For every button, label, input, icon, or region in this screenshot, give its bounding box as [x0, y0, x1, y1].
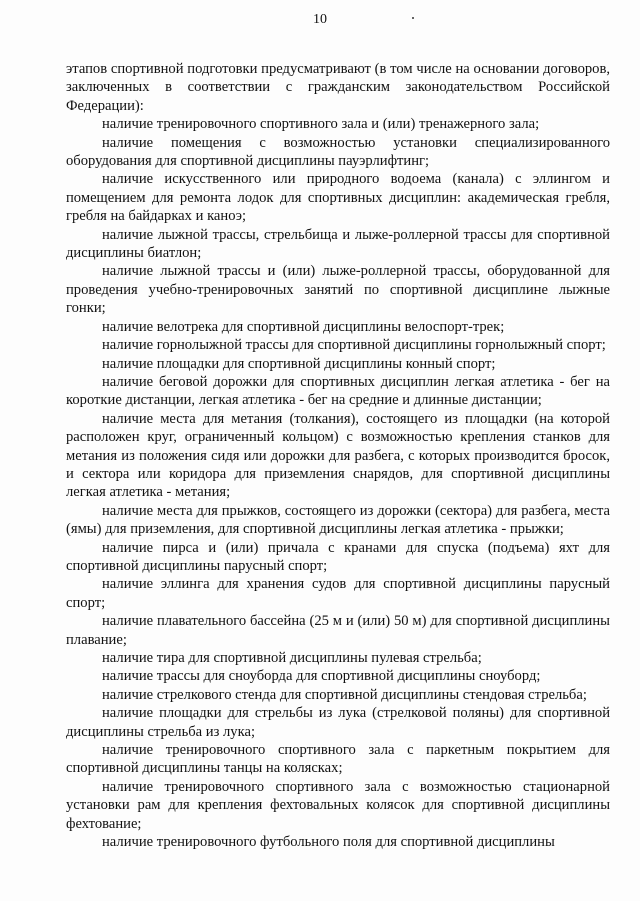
paragraph: наличие тренировочного футбольного поля для спортивной дисциплины [102, 834, 555, 851]
paragraph: наличие пирса и (или) причала с кранами для спуска (подъема) яхт для спортивной дисциплины парусный спорт; [66, 539, 610, 574]
paragraph: наличие трассы для сноуборда для спортивной дисциплины сноуборд; [102, 668, 541, 685]
paragraph: наличие стрелкового стенда для спортивной дисциплины стендовая стрельба; [102, 686, 587, 703]
document-body [66, 60, 610, 851]
paragraph: наличие помещения с возможностью установки специализированного оборудования для спортивной дисциплины пауэрлифтинг; [66, 134, 610, 170]
paragraph: наличие горнолыжной трассы для спортивной дисциплины горнолыжный спорт; [102, 337, 606, 354]
paragraph: наличие места для прыжков, состоящего из дорожки (сектора) для разбега, места (ямы) для приземления, для спортивной дисциплины легкая атлетика - прыжки; [66, 502, 610, 538]
paragraph: наличие тира для спортивной дисциплины пулевая стрельба; [102, 650, 482, 666]
paragraph: наличие тренировочного спортивного зала с паркетным покрытием для спортивной дисциплины танцы на колясках; [66, 742, 610, 777]
paragraph: наличие беговой дорожки для спортивных дисциплин легкая атлетика - бег на короткие дистанции, легкая атлетика - бег на средние и длинные дистанции; [66, 373, 610, 409]
paragraph: наличие эллинга для хранения судов для спортивной дисциплины парусный спорт; [66, 576, 610, 611]
paragraph: наличие велотрека для спортивной дисциплины велоспорт-трек; [102, 318, 505, 335]
page-number: 10 [313, 12, 327, 27]
paragraph: этапов спортивной подготовки предусматривают (в том числе на основании договоров, заключенных в соответствии с гражданским законодательством Российской Федерации): [66, 61, 610, 114]
paragraph: наличие лыжной трассы и (или) лыже-роллерной трассы, оборудованной для проведения учебно-тренировочных занятий по спортивной дисциплине лыжные гонки; [66, 263, 610, 317]
paragraph: наличие площадки для спортивной дисциплины конный спорт; [102, 355, 496, 372]
paragraph: наличие площадки для стрельбы из лука (стрелковой поляны) для спортивной дисциплины стрельба из лука; [66, 705, 610, 740]
paragraph: наличие тренировочного спортивного зала и (или) тренажерного зала; [102, 116, 540, 133]
paragraph: наличие искусственного или природного водоема (канала) с эллингом и помещением для ремонта лодок для спортивных дисциплин: академическая гребля, гребля на байдарках и каноэ; [66, 171, 610, 225]
scan-speck [412, 17, 414, 19]
paragraph: наличие тренировочного спортивного зала с возможностью стационарной установки рам для крепления фехтовальных колясок для спортивной дисциплины фехтование; [66, 778, 610, 832]
paragraph: наличие места для метания (толкания), состоящего из площадки (на которой расположен круг, ограниченный кольцом) с возможностью крепления станков для метания из положения сидя или дорожки для разбега, с которых производится бросок, и сектора или коридора для приземления снарядов, для спортивной дисциплины легкая атлетика - метания; [66, 410, 610, 501]
paragraph: наличие плавательного бассейна (25 м и (или) 50 м) для спортивной дисциплины плавание; [66, 613, 610, 648]
paragraph: наличие лыжной трассы, стрельбища и лыже-роллерной трассы для спортивной дисциплины биатлон; [66, 226, 610, 262]
